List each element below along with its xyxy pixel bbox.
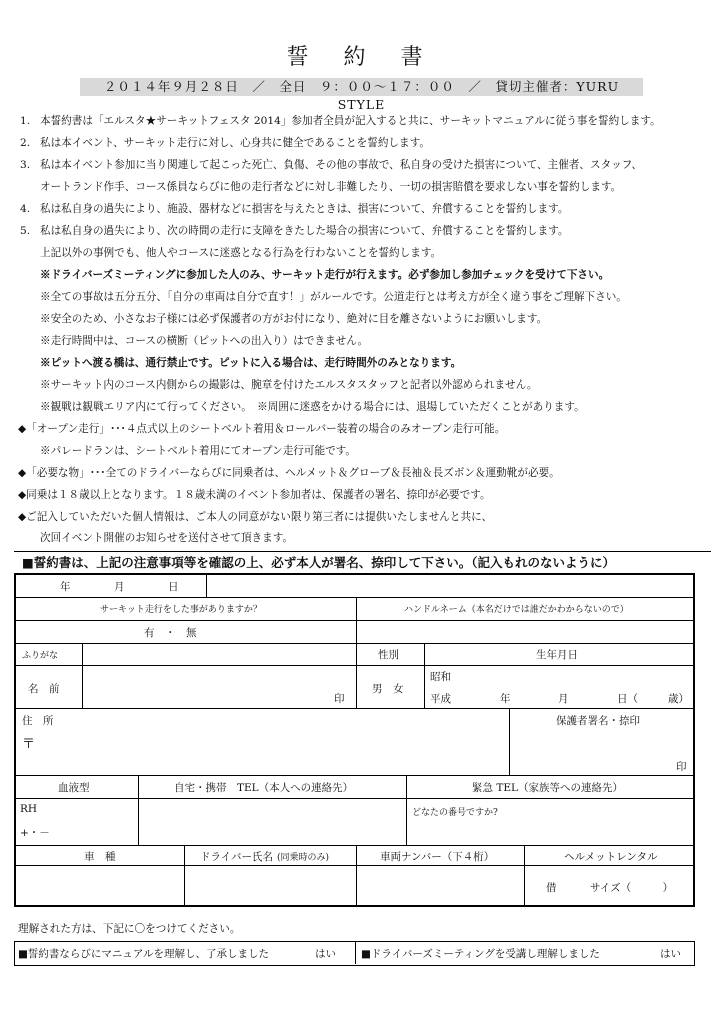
- grid-line: [16, 665, 693, 666]
- grid-line: [524, 845, 525, 905]
- note-bold: ※ドライバーズミーティングに参加した人のみ、サーキット走行が行えます。必ず参加し参加チェックを受けて下さい。: [40, 269, 610, 281]
- yes-no-options: 有 ・ 無: [144, 627, 197, 639]
- pledge-form: [14, 573, 695, 907]
- borrow-label: 借: [546, 882, 557, 894]
- note-text: ※パレードランは、シートベルト着用にてオープン走行可能です。: [40, 445, 357, 457]
- item-number: 1.: [20, 115, 31, 127]
- note-text: ※安全のため、小さなお子様には必ず保護者の方がお付になり、絶対に目を離さないようにお願いします。: [40, 313, 548, 325]
- diamond-note: ◆ご記入していただいた個人情報は、ご本人の同意がない限り第三者には提供いたしませんと共に、: [18, 511, 493, 523]
- grid-line: [356, 845, 357, 905]
- note-text: ※走行時間中は、コースの横断（ピットへの出入り）はできません。: [40, 335, 369, 347]
- day-label: 日: [168, 581, 179, 593]
- note-text: ※全ての事故は五分五分、「自分の車両は自分で直す！」がルールです。公道走行とは考え方が全く違う事をご理解下さい。: [40, 291, 627, 303]
- diamond-note: ◆同乗は１８歳以上となります。１８歳未満のイベント参加者は、保護者の署名、捺印が必要です。: [18, 489, 491, 501]
- manual-agreement-check: ■誓約書ならびにマニュアルを理解し、了承しました: [18, 948, 269, 960]
- era-showa: 昭和: [430, 671, 451, 683]
- helmet-rental-label: ヘルメットレンタル: [564, 851, 658, 863]
- driver-name-note: (同乗時のみ): [276, 853, 330, 863]
- dob-label: 生年月日: [536, 649, 578, 661]
- item-number: 5.: [20, 225, 31, 237]
- rh-plus-minus: +・－: [20, 827, 50, 839]
- name-label: 名 前: [28, 683, 60, 695]
- item-number: 2.: [20, 137, 31, 149]
- dob-day: 日（: [617, 693, 638, 705]
- grid-line: [82, 643, 83, 708]
- car-type-label: 車 種: [84, 851, 116, 863]
- grid-line: [16, 865, 693, 866]
- item-text: 私は本イベント参加に当り関連して起こった死亡、負傷、その他の事故で、私自身の受けた損害について、主催者、スタッフ、: [40, 159, 643, 171]
- grid-line: [355, 942, 356, 964]
- manual-agreement-yes[interactable]: はい: [315, 948, 336, 960]
- declaration-heading: ■誓約書は、上記の注意事項等を確認の上、必ず本人が署名、捺印して下さい。（記入もれのないように）: [22, 555, 616, 570]
- note-text: ※観戦は観戦エリア内にて行ってください。 ※周囲に迷惑をかける場合には、退場していただくことがあります。: [40, 401, 585, 413]
- era-heisei: 平成: [430, 693, 451, 705]
- diamond-note: ◆「必要な物」･･･全てのドライバーならびに同乗者は、ヘルメット＆グローブ＆長袖＆長ズボン＆運動靴が必要。: [18, 467, 560, 479]
- year-label: 年: [60, 581, 71, 593]
- guardian-signature-label: 保護者署名・捺印: [556, 715, 640, 727]
- rh-label: RH: [20, 803, 38, 815]
- emergency-tel-label: 緊急 TEL（家族等への連絡先）: [472, 782, 623, 794]
- grid-line: [138, 775, 139, 845]
- grid-line: [16, 708, 693, 709]
- seal-mark: 印: [334, 693, 345, 705]
- circuit-experience-question: サーキット走行をした事がありますか？: [100, 605, 262, 615]
- handle-name-label: ハンドルネーム（本名だけでは誰だかわからないので）: [404, 605, 629, 615]
- note-bold: ※ピットへ渡る橋は、通行禁止です。ピットに入る場合は、走行時間外のみとなります。: [40, 357, 462, 369]
- grid-line: [509, 708, 510, 775]
- item-text: オートランド作手、コース係員ならびに他の走行者などに対し非難したり、一切の損害賠償を要求しない事を誓約します。: [40, 181, 622, 193]
- postal-mark: 〒: [22, 737, 36, 752]
- month-label: 月: [114, 581, 125, 593]
- note-text: ※サーキット内のコース内側からの撮影は、腕章を付けたエルスタスタッフと記者以外認められません。: [40, 379, 538, 391]
- age-label: 歳）: [668, 693, 689, 705]
- item-text: 本誓約書は「エルスタ★サーキットフェスタ 2014」参加者全員が記入すると共に、サーキットマニュアルに従う事を誓約します。: [40, 115, 661, 127]
- diamond-note: ◆「オープン走行」･･･４点式以上のシートベルト着用＆ロールバー装着の場合のみオープン走行可能。: [18, 423, 506, 435]
- grid-line: [16, 597, 693, 598]
- meeting-attendance-yes[interactable]: はい: [660, 948, 681, 960]
- grid-line: [16, 643, 693, 644]
- gender-value: 男 女: [372, 683, 404, 695]
- grid-line: [16, 775, 693, 776]
- grid-line: [356, 597, 357, 708]
- gender-label: 性別: [378, 649, 399, 661]
- whose-number-label: どなたの番号ですか?: [412, 808, 498, 818]
- address-label: 住 所: [22, 715, 54, 727]
- grid-line: [406, 775, 407, 845]
- grid-line: [16, 798, 693, 799]
- driver-name-label: [200, 849, 329, 864]
- home-tel-label: 自宅・携帯 TEL（本人への連絡先）: [174, 782, 354, 794]
- footer-instruction: 理解された方は、下記に〇をつけてください。: [18, 923, 241, 935]
- grid-line: [424, 643, 425, 708]
- confirmation-box: [14, 941, 695, 966]
- meeting-attendance-check: ■ドライバーズミーティングを受講し理解しました: [361, 948, 600, 960]
- car-number-label: 車両ナンバー（下４桁）: [380, 851, 495, 863]
- grid-line: [206, 575, 207, 597]
- dob-year: 年: [500, 693, 511, 705]
- item-text: 私は本イベント、サーキット走行に対し、心身共に健全であることを誓約します。: [40, 137, 430, 149]
- blood-type-label: 血液型: [58, 782, 90, 794]
- item-number: 3.: [20, 159, 31, 171]
- item-text: 私は私自身の過失により、施設、器材などに損害を与えたときは、損害について、弁償することを誓約します。: [40, 203, 569, 215]
- guardian-seal-mark: 印: [676, 761, 687, 773]
- dob-month: 月: [558, 693, 569, 705]
- grid-line: [184, 845, 185, 905]
- size-label: サイズ（ ）: [590, 882, 674, 894]
- event-date-line: ２０１４年９月２８日 ／ 全日 ９：００～１７：００ ／ 貸切主催者：YURU STYLE: [80, 78, 643, 96]
- grid-line: [16, 620, 693, 621]
- divider: [14, 551, 711, 552]
- grid-line: [16, 845, 693, 846]
- note-text: 次回イベント開催のお知らせを送付させて頂きます。: [40, 532, 294, 544]
- item-text: 私は私自身の過失により、次の時間の走行に支障をきたした場合の損害について、弁償することを誓約します。: [40, 225, 569, 237]
- page-title: 誓 約 書: [286, 45, 437, 70]
- item-number: 4.: [20, 203, 31, 215]
- note-text: 上記以外の事例でも、他人やコースに迷惑となる行為を行わないことを誓約します。: [40, 247, 442, 259]
- furigana-label: ふりがな: [22, 651, 59, 661]
- driver-name-text: ドライバー氏名: [200, 851, 273, 863]
